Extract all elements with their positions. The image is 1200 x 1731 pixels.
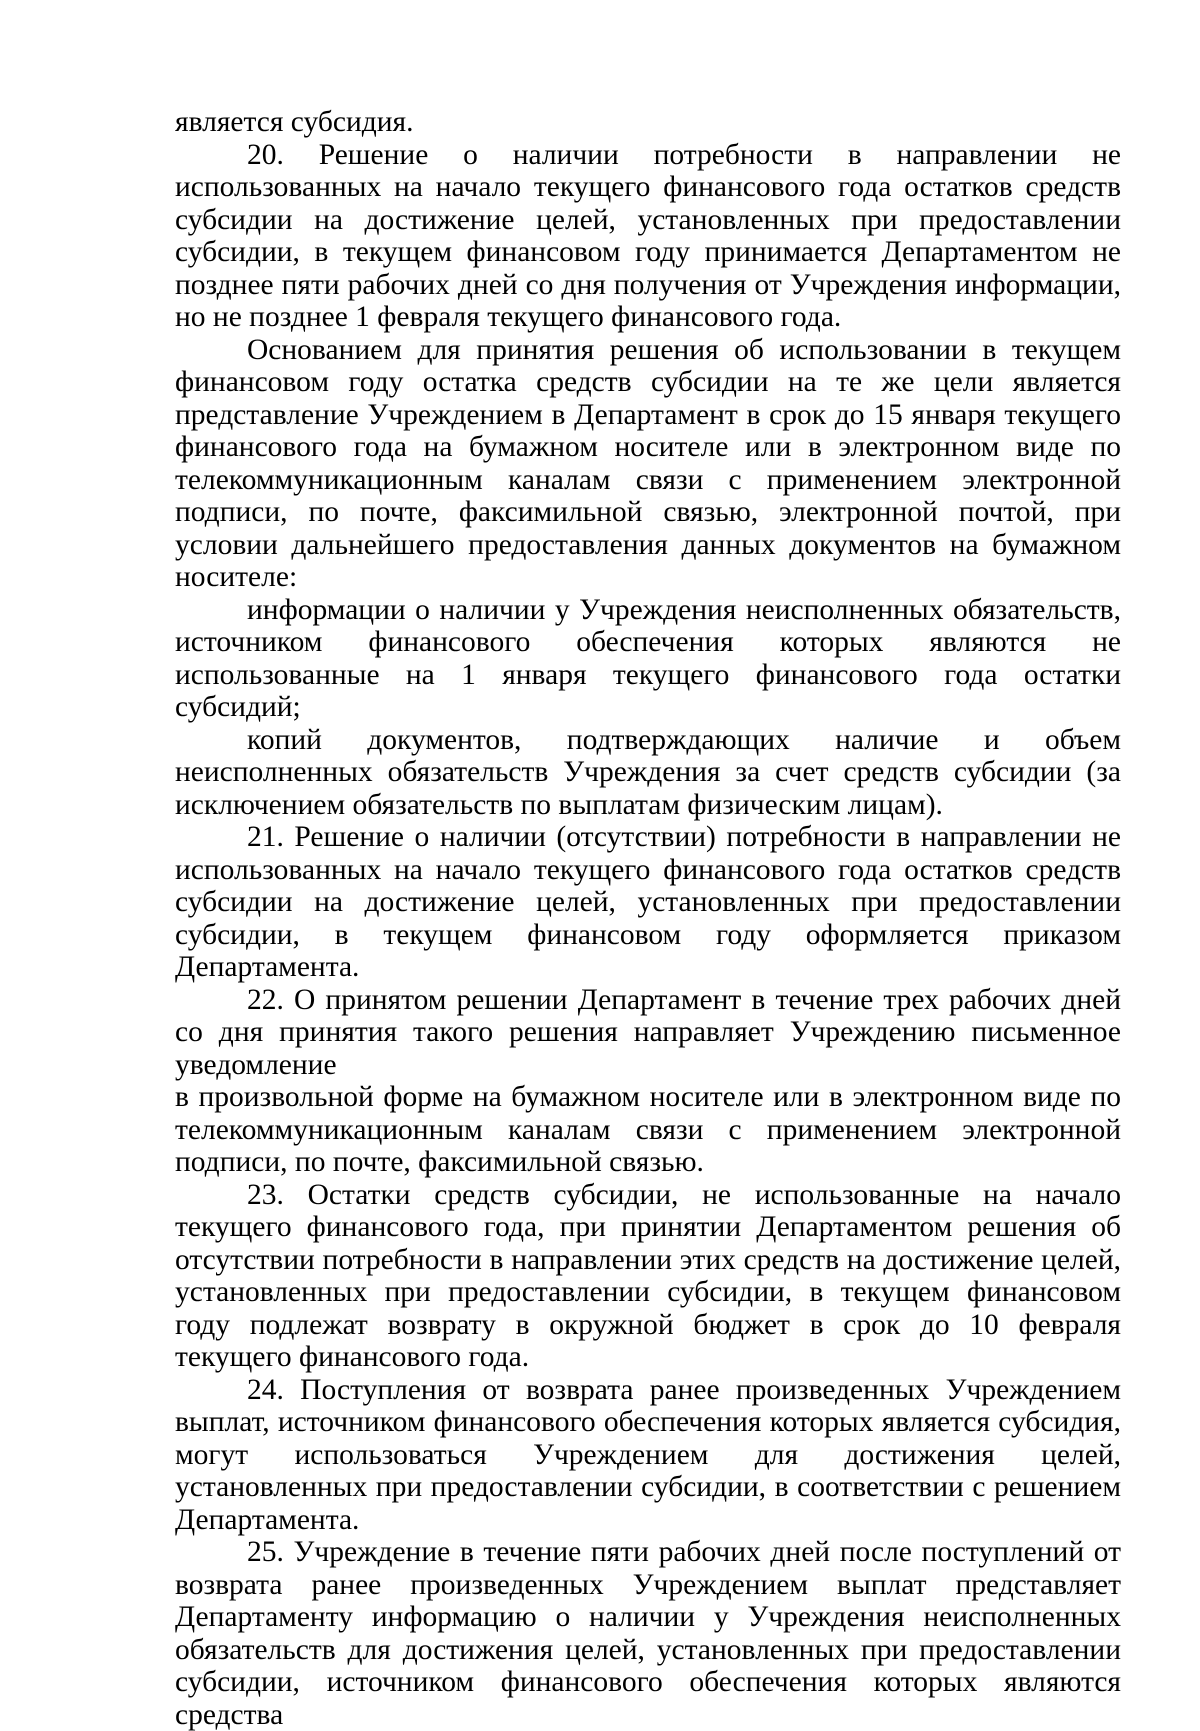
document-page [175,106,1121,1731]
paragraph-20-basis: Основанием для принятия решения об использовании в текущем финансовом году остатка средств субсидии на те же цели является представление Учреждением в Департамент в срок до 15 января текущего финансового года на бумажном носителе или в электронном виде по телекоммуникационным каналам связи с применением электронной подписи, по почте, факсимильной связью, электронной почтой, при условии дальнейшего предоставления данных документов на бумажном носителе: [175,333,1121,593]
paragraph-continuation-19: является субсидия. [175,106,414,138]
paragraph-20: 20. Решение о наличии потребности в направлении не использованных на начало текущего финансового года остатков средств субсидии на достижение целей, установленных при предоставлении субсидии, в текущем финансовом году принимается Департаментом не позднее пяти рабочих дней со дня получения от Учреждения информации, но не позднее 1 февраля текущего финансового года. [175,138,1121,333]
paragraph-20-copies-item: копий документов, подтверждающих наличие и объем неисполненных обязательств Учреждения за счет средств субсидии (за исключением обязательств по выплатам физическим лицам). [175,723,1121,821]
paragraph-21: 21. Решение о наличии (отсутствии) потребности в направлении не использованных на начало текущего финансового года остатков средств субсидии на достижение целей, установленных при предоставлении субсидии, в текущем финансовом году оформляется приказом Департамента. [175,821,1121,983]
paragraph-22: 22. О принятом решении Департамент в течение трех рабочих дней со дня принятия такого решения направляет Учреждению письменное уведомление [175,983,1121,1081]
paragraph-25: 25. Учреждение в течение пяти рабочих дней после поступлений от возврата ранее произведенных Учреждением выплат представляет Департаменту информацию о наличии у Учреждения неисполненных обязательств для достижения целей, установленных при предоставлении субсидии, источником финансового обеспечения которых являются средства [175,1536,1121,1731]
paragraph-20-information-item: информации о наличии у Учреждения неисполненных обязательств, источником финансового обеспечения которых являются не использованные на 1 января текущего финансового года остатки субсидий; [175,593,1121,723]
paragraph-22-continuation: в произвольной форме на бумажном носителе или в электронном виде по телекоммуникационным каналам связи с применением электронной подписи, по почте, факсимильной связью. [175,1081,1121,1178]
paragraph-23: 23. Остатки средств субсидии, не использованные на начало текущего финансового года, при принятии Департаментом решения об отсутствии потребности в направлении этих средств на достижение целей, установленных при предоставлении субсидии, в текущем финансовом году подлежат возврату в окружной бюджет в срок до 10 февраля текущего финансового года. [175,1178,1121,1373]
paragraph-24: 24. Поступления от возврата ранее произведенных Учреждением выплат, источником финансового обеспечения которых является субсидия, могут использоваться Учреждением для достижения целей, установленных при предоставлении субсидии, в соответствии с решением Департамента. [175,1373,1121,1536]
